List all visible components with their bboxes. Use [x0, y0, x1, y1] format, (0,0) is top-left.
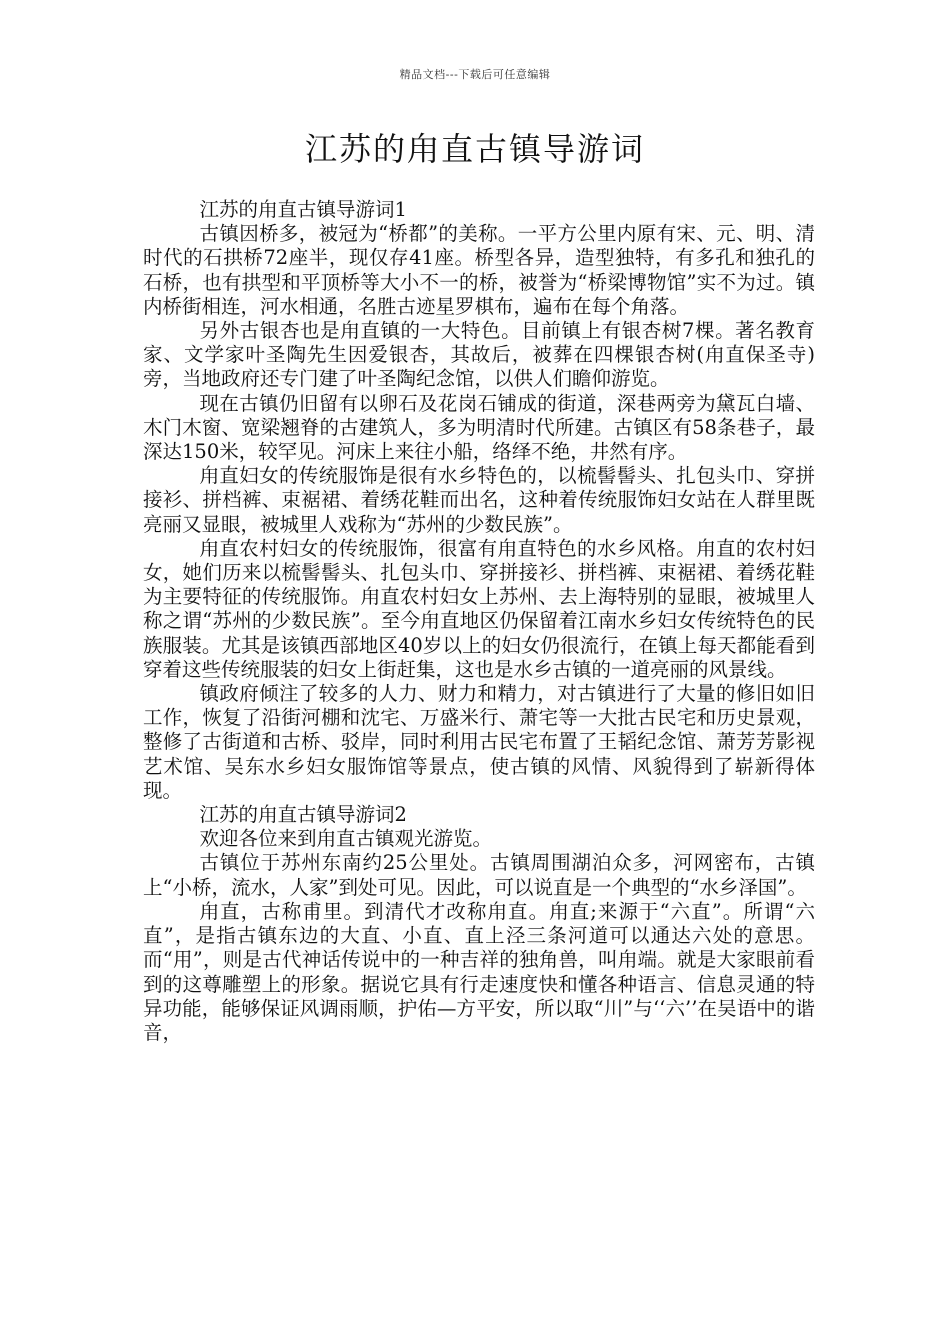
paragraph: 现在古镇仍旧留有以卵石及花岗石铺成的街道，深巷两旁为黛瓦白墙、木门木窗、宽梁翘脊的古建筑人，多为明清时代所建。古镇区有58条巷子，最深达150米，较罕见。河床上来往小船，络绎不绝，井然有序。 [143, 391, 815, 464]
paragraph: 甪直农村妇女的传统服饰，很富有甪直特色的水乡风格。甪直的农村妇女，她们历来以梳髻髻头、扎包头巾、穿拼接衫、拼档裤、束裾裙、着绣花鞋为主要特征的传统服饰。甪直农村妇女上苏州、去上海特别的显眼，被城里人称之谓“苏州的少数民族”。至今甪直地区仍保留着江南水乡妇女传统特色的民族服装。尤其是该镇西部地区40岁以上的妇女仍很流行，在镇上每天都能看到穿着这些传统服装的妇女上街赶集，这也是水乡古镇的一道亮丽的风景线。 [143, 536, 815, 681]
paragraph: 甪直，古称甫里。到清代才改称甪直。甪直;来源于“六直”。所谓“六直”，是指古镇东边的大直、小直、直上泾三条河道可以通达六处的意思。而“用”，则是古代神话传说中的一种吉祥的独角兽，叫甪端。就是大家眼前看到的这尊雕塑上的形象。据说它具有行走速度快和懂各种语言、信息灵通的特异功能，能够保证风调雨顺，护佑—方平安，所以取“川”与‘‘六’’在吴语中的谐音， [143, 899, 815, 1044]
paragraph: 古镇位于苏州东南约25公里处。古镇周围湖泊众多，河网密布，古镇上“小桥，流水，人家”到处可见。因此，可以说直是一个典型的“水乡泽国”。 [143, 851, 815, 899]
paragraph-section-heading-2: 江苏的甪直古镇导游词2 [199, 803, 407, 827]
header-note: 精品文档---下载后可任意编辑 [399, 68, 551, 81]
paragraph: 镇政府倾注了较多的人力、财力和精力，对古镇进行了大量的修旧如旧工作，恢复了沿街河棚和沈宅、万盛米行、萧宅等一大批古民宅和历史景观，整修了古街道和古桥、驳岸，同时利用古民宅布置了王韬纪念馆、萧芳芳影视艺术馆、吴东水乡妇女服饰馆等景点，使古镇的风情、风貌得到了崭新得体现。 [143, 682, 815, 802]
paragraph: 欢迎各位来到甪直古镇观光游览。 [199, 827, 493, 851]
document-title: 江苏的甪直古镇导游词 [304, 130, 645, 168]
paragraph-section-heading-1: 江苏的甪直古镇导游词1 [199, 198, 407, 221]
paragraph: 甪直妇女的传统服饰是很有水乡特色的，以梳髻髻头、扎包头巾、穿拼接衫、拼档裤、束裾裙、着绣花鞋而出名，这种着传统服饰妇女站在人群里既亮丽又显眼，被城里人戏称为“苏州的少数民族”。 [143, 464, 815, 536]
paragraph: 另外古银杏也是甪直镇的一大特色。目前镇上有银杏树7棵。著名教育家、文学家叶圣陶先生因爱银杏，其故后，被葬在四棵银杏树(甪直保圣寺)旁，当地政府还专门建了叶圣陶纪念馆，以供人们瞻仰游览。 [143, 319, 815, 391]
paragraph: 古镇因桥多，被冠为“桥都”的美称。一平方公里内原有宋、元、明、清时代的石拱桥72座半，现仅存41座。桥型各异，造型独特，有多孔和独孔的石桥，也有拱型和平顶桥等大小不一的桥，被誉为“桥梁博物馆”实不为过。镇内桥街相连，河水相通，名胜古迹星罗棋布，遍布在每个角落。 [143, 222, 815, 318]
document-body [143, 198, 815, 1045]
